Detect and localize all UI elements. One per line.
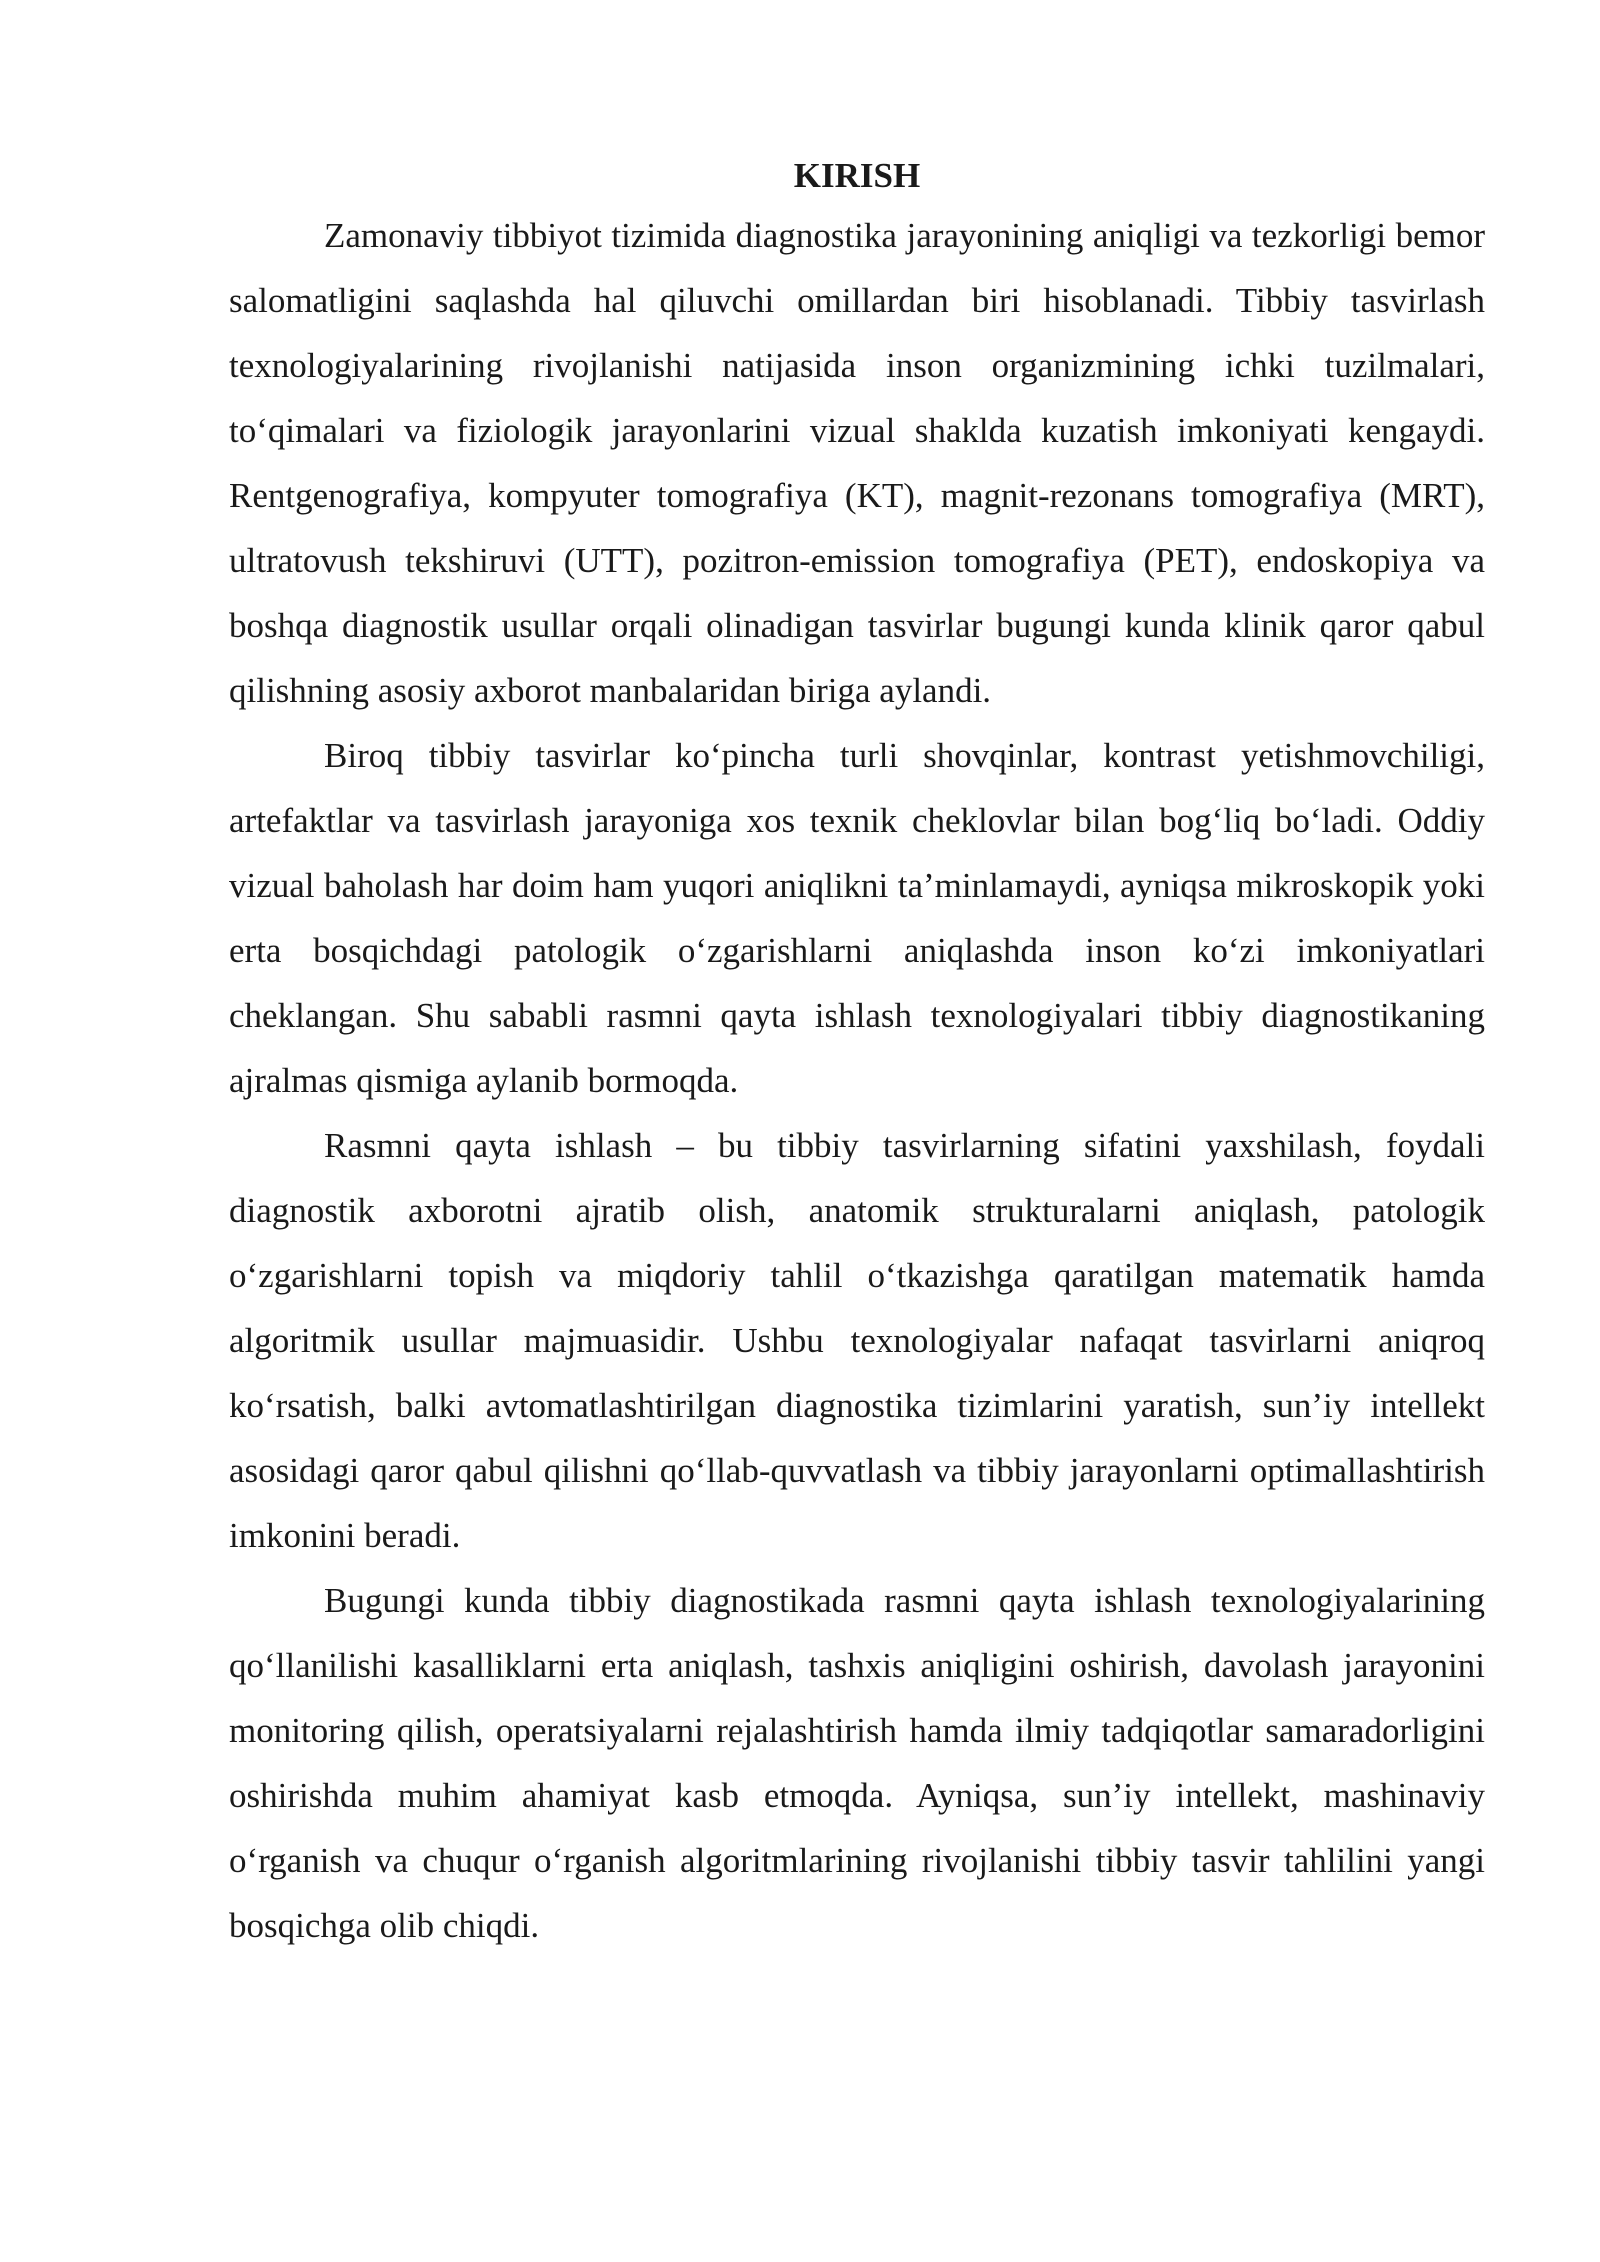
paragraph: Zamonaviy tibbiyot tizimida diagnostika jarayonining aniqligi va tezkorligi bemor salomatligini saqlashda hal qiluvchi omillardan biri hisoblanadi. Tibbiy tasvirlash texnologiyalarining rivojlanishi natijasida inson organizmining ichki tuzilmalari, to‘qimalari va fiziologik jarayonlarini vizual shaklda kuzatish imkoniyati kengaydi. Rentgenografiya, kompyuter tomografiya (KT), magnit-rezonans tomografiya (MRT), ultratovush tekshiruvi (UTT), pozitron-emission tomografiya (PET), endoskopiya va boshqa diagnostik usullar orqali olinadigan tasvirlar bugungi kunda klinik qaror qabul qilishning asosiy axborot manbalaridan biriga aylandi.: [229, 216, 1485, 710]
paragraph: Bugungi kunda tibbiy diagnostikada rasmni qayta ishlash texnologiyalarining qo‘llanilishi kasalliklarni erta aniqlash, tashxis aniqligini oshirish, davolash jarayonini monitoring qilish, operatsiyalarni rejalashtirish hamda ilmiy tadqiqotlar samaradorligini oshirishda muhim ahamiyat kasb etmoqda. Ayniqsa, sun’iy intellekt, mashinaviy o‘rganish va chuqur o‘rganish algoritmlarining rivojlanishi tibbiy tasvir tahlilini yangi bosqichga olib chiqdi.: [229, 1581, 1485, 1945]
document-body: [229, 148, 1485, 1958]
section-heading: KIRISH: [793, 156, 921, 195]
paragraph: Rasmni qayta ishlash – bu tibbiy tasvirlarning sifatini yaxshilash, foydali diagnostik axborotni ajratib olish, anatomik strukturalarni aniqlash, patologik o‘zgarishlarni topish va miqdoriy tahlil o‘tkazishga qaratilgan matematik hamda algoritmik usullar majmuasidir. Ushbu texnologiyalar nafaqat tasvirlarni aniqroq ko‘rsatish, balki avtomatlashtirilgan diagnostika tizimlarini yaratish, sun’iy intellekt asosidagi qaror qabul qilishni qo‘llab-quvvatlash va tibbiy jarayonlarni optimallashtirish imkonini beradi.: [229, 1126, 1485, 1555]
paragraph: Biroq tibbiy tasvirlar ko‘pincha turli shovqinlar, kontrast yetishmovchiligi, artefaktlar va tasvirlash jarayoniga xos texnik cheklovlar bilan bog‘liq bo‘ladi. Oddiy vizual baholash har doim ham yuqori aniqlikni ta’minlamaydi, ayniqsa mikroskopik yoki erta bosqichdagi patologik o‘zgarishlarni aniqlashda inson ko‘zi imkoniyatlari cheklangan. Shu sababli rasmni qayta ishlash texnologiyalari tibbiy diagnostikaning ajralmas qismiga aylanib bormoqda.: [229, 736, 1485, 1100]
